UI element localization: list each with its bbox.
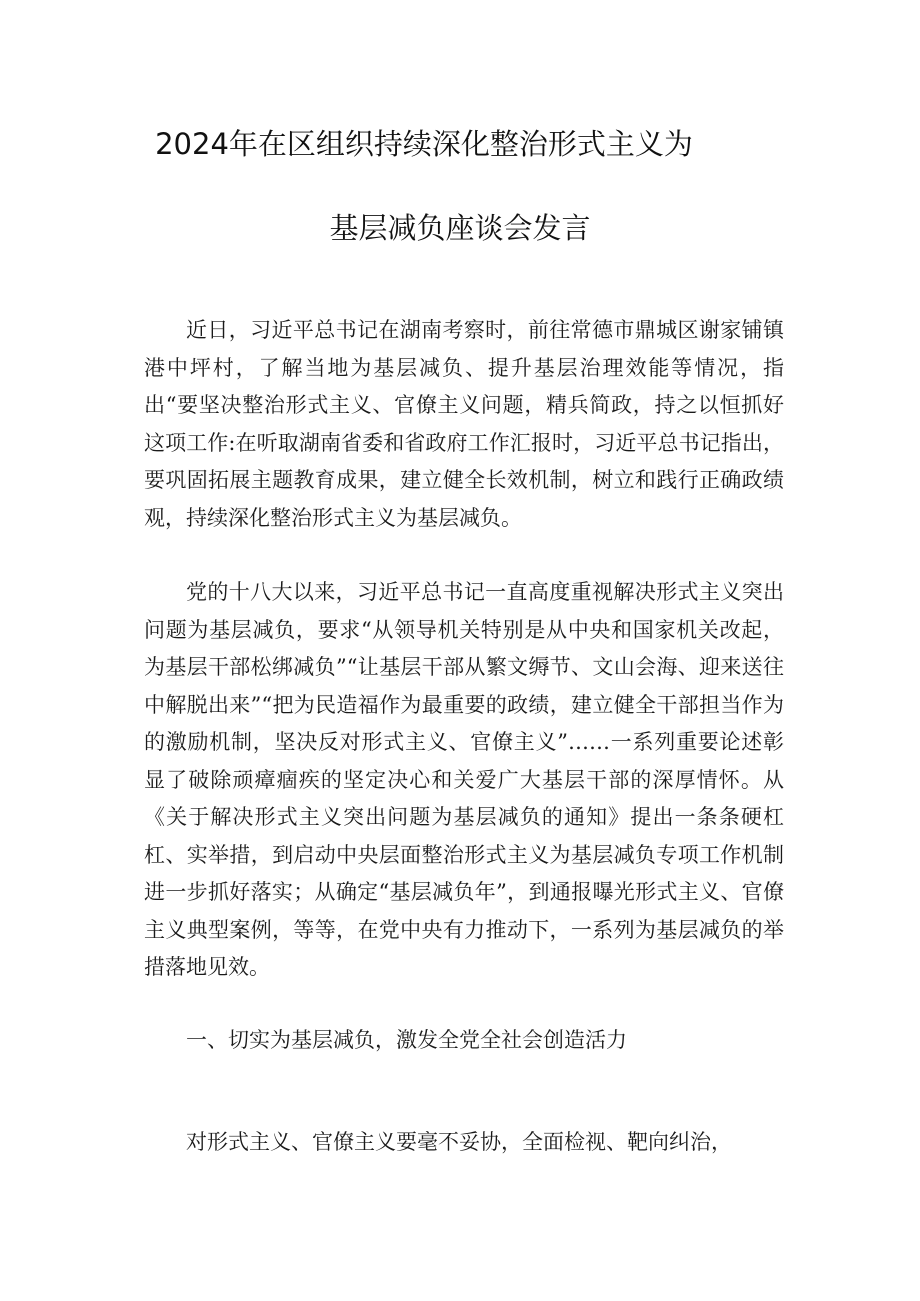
paragraph-2-block [144,574,784,987]
document-title-line-2: 基层减负座谈会发言 [329,211,591,245]
section-1-heading: 一、切实为基层减负，激发全党全社会创造活力 [186,1028,627,1052]
paragraph-1: 近日，习近平总书记在湖南考察时，前往常德市鼎城区谢家铺镇港中坪村，了解当地为基层减负、提升基层治理效能等情况，指出“要坚决整治形式主义、官僚主义问题，精兵简政，持之以恒抓好这项工作:在听取湖南省委和省政府工作汇报时，习近平总书记指出，要巩固拓展主题教育成果，建立健全长效机制，树立和践行正确政绩观，持续深化整治形式主义为基层减负。 [144,318,784,530]
paragraph-2: 党的十八大以来，习近平总书记一直高度重视解决形式主义突出问题为基层减负，要求“从领导机关特别是从中央和国家机关改起，为基层干部松绑减负”“让基层干部从繁文缛节、文山会海、迎来送往中解脱出来”“把为民造福作为最重要的政绩，建立健全干部担当作为的激励机制，坚决反对形式主义、官僚主义”……一系列重要论述彰显了破除顽瘴痼疾的坚定决心和关爱广大基层干部的深厚情怀。从《关于解决形式主义突出问题为基层减负的通知》提出一条条硬杠杠、实举措，到启动中央层面整治形式主义为基层减负专项工作机制进一步抓好落实；从确定“基层减负年”，到通报曝光形式主义、官僚主义典型案例，等等，在党中央有力推动下，一系列为基层减负的举措落地见效。 [144,580,784,979]
paragraph-1-block [144,312,784,537]
document-title-line-1: 2024年在区组织持续深化整治形式主义为 [155,127,693,161]
paragraph-3: 对形式主义、官僚主义要毫不妥协，全面检视、靶向纠治， [186,1130,732,1154]
